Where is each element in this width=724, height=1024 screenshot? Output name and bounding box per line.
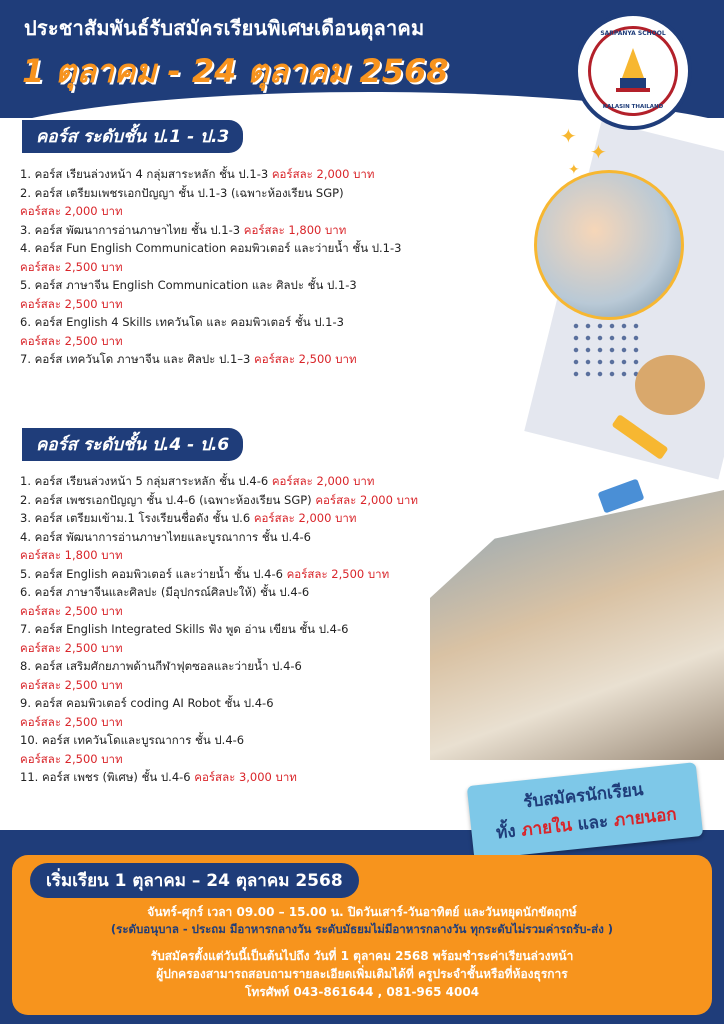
paint-palette-icon bbox=[635, 355, 705, 415]
list-item: 7. คอร์ส เทควันโด ภาษาจีน และ ศิลปะ ป.1–3 คอร์สละ 2,500 บาท bbox=[20, 352, 357, 366]
sparkle-icon: ✦ bbox=[560, 124, 577, 148]
course-list-p4-p6 bbox=[20, 472, 490, 787]
students-photo-circle bbox=[534, 170, 684, 320]
recruit-line-2: ทั้ง ภายใน และ ภายนอก bbox=[495, 804, 678, 844]
meal-note: (ระดับอนุบาล - ประถม มีอาหารกลางวัน ระดับมัธยมไม่มีอาหารกลางวัน ทุกระดับไม่รวมค่ารถรับ-ส่ง ) bbox=[110, 922, 614, 936]
list-item: 3. คอร์ส เตรียมเข้าม.1 โรงเรียนชื่อดัง ชั้น ป.6 คอร์สละ 2,000 บาท bbox=[20, 511, 357, 525]
start-date-label: เริ่มเรียน 1 ตุลาคม – 24 ตุลาคม 2568 bbox=[30, 863, 359, 898]
registration-text: รับสมัครตั้งแต่วันนี้เป็นต้นไปถึง วันที่ 1 ตุลาคม 2568 พร้อมชำระค่าเรียนล่วงหน้า bbox=[150, 949, 574, 963]
sparkle-icon: ✦ bbox=[568, 162, 580, 178]
section-title-p4-p6: คอร์ส ระดับชั้น ป.4 - ป.6 bbox=[22, 428, 243, 461]
logo-bottom-text: KALASIN THAILAND bbox=[602, 104, 664, 110]
recruit-line-1: รับสมัครนักเรียน bbox=[522, 779, 645, 813]
dot-pattern bbox=[570, 320, 640, 380]
contact-text: ผู้ปกครองสามารถสอบถามรายละเอียดเพิ่มเติมได้ที่ ครูประจำชั้นหรือที่ห้องธุรการ bbox=[156, 967, 568, 981]
footer-info-box bbox=[12, 855, 712, 1015]
list-item: 1. คอร์ส เรียนล่วงหน้า 4 กลุ่มสาระหลัก ชั้น ป.1-3 คอร์สละ 2,000 บาท bbox=[20, 167, 375, 181]
schedule-text: จันทร์-ศุกร์ เวลา 09.00 – 15.00 น. ปิดวันเสาร์-วันอาทิตย์ และวันหยุดนักขัตฤกษ์ bbox=[147, 905, 577, 919]
list-item: 2. คอร์ส เพชรเอกปัญญา ชั้น ป.4-6 (เฉพาะห้องเรียน SGP) คอร์สละ 2,000 บาท bbox=[20, 492, 418, 507]
date-range-title: 1 ตุลาคม - 24 ตุลาคม 2568 bbox=[22, 52, 449, 90]
list-item: 2. คอร์ส เตรียมเพชรเอกปัญญา ชั้น ป.1-3 (เฉพาะห้องเรียน SGP) คอร์สละ 2,000 บาท bbox=[20, 185, 344, 218]
list-item: 5. คอร์ส ภาษาจีน English Communication และ ศิลปะ ชั้น ป.1-3 คอร์สละ 2,500 บาท bbox=[20, 278, 357, 311]
list-item: 6. คอร์ส English 4 Skills เทควันโด และ คอมพิวเตอร์ ชั้น ป.1-3 คอร์สละ 2,500 บาท bbox=[20, 315, 344, 348]
list-item: 9. คอร์ส คอมพิวเตอร์ coding AI Robot ชั้น ป.4-6 คอร์สละ 2,500 บาท bbox=[20, 696, 274, 729]
list-item: 11. คอร์ส เพชร (พิเศษ) ชั้น ป.4-6 คอร์สละ 3,000 บาท bbox=[20, 770, 297, 784]
section-title-p1-p3: คอร์ส ระดับชั้น ป.1 - ป.3 bbox=[22, 120, 243, 153]
list-item: 3. คอร์ส พัฒนาการอ่านภาษาไทย ชั้น ป.1-3 คอร์สละ 1,800 บาท bbox=[20, 222, 347, 237]
course-list-p1-p3 bbox=[20, 165, 510, 369]
poster-title: ประชาสัมพันธ์รับสมัครเรียนพิเศษเดือนตุลาคม bbox=[24, 16, 425, 40]
list-item: 4. คอร์ส พัฒนาการอ่านภาษาไทยและบูรณาการ ชั้น ป.4-6 คอร์สละ 1,800 บาท bbox=[20, 529, 311, 562]
list-item: 5. คอร์ส English คอมพิวเตอร์ และว่ายน้ำ ชั้น ป.4-6 คอร์สละ 2,500 บาท bbox=[20, 566, 390, 581]
logo-top-text: SARPANYA SCHOOL bbox=[600, 30, 666, 37]
list-item: 1. คอร์ส เรียนล่วงหน้า 5 กลุ่มสาระหลัก ชั้น ป.4-6 คอร์สละ 2,000 บาท bbox=[20, 474, 375, 488]
list-item: 7. คอร์ส English Integrated Skills ฟัง พูด อ่าน เขียน ชั้น ป.4-6 คอร์สละ 2,500 บาท bbox=[20, 622, 349, 655]
sparkle-icon: ✦ bbox=[590, 140, 607, 164]
eraser-icon bbox=[598, 478, 645, 513]
list-item: 8. คอร์ส เสริมศักยภาพด้านกีฬาฟุตซอลและว่ายน้ำ ป.4-6 คอร์สละ 2,500 บาท bbox=[20, 659, 302, 692]
list-item: 4. คอร์ส Fun English Communication คอมพิวเตอร์ และว่ายน้ำ ชั้น ป.1-3 คอร์สละ 2,500 บาท bbox=[20, 241, 402, 274]
school-logo bbox=[574, 12, 692, 130]
list-item: 6. คอร์ส ภาษาจีนและศิลปะ (มีอุปกรณ์ศิลปะให้) ชั้น ป.4-6 คอร์สละ 2,500 บาท bbox=[20, 585, 310, 618]
phone-number: โทรศัพท์ 043-861644 , 081-965 4004 bbox=[244, 985, 480, 999]
list-item: 10. คอร์ส เทควันโดและบูรณาการ ชั้น ป.4-6 คอร์สละ 2,500 บาท bbox=[20, 733, 245, 766]
